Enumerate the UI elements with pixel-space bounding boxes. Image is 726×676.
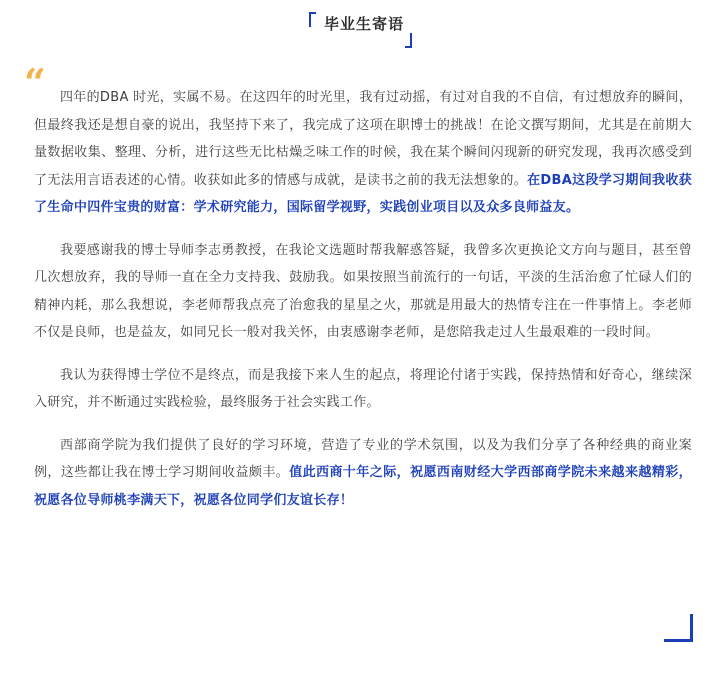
close-bracket-icon [405, 33, 412, 48]
paragraph-1-highlight: 在DBA这段学习期间我收获了生命中四件宝贵的财富：学术研究能力，国际留学视野，实践创业项目以及众多良师益友。 [34, 172, 692, 215]
paragraph-2-text: 我要感谢我的博士导师李志勇教授，在我论文选题时帮我解惑答疑，我曾多次更换论文方向与题目，甚至曾几次想放弃，我的导师一直在全力支持我、鼓励我。如果按照当前流行的一句话，平淡的生活治愈了忙碌人们的精神内耗，那么我想说，李老师帮我点亮了治愈我的星星之火，那就是用最大的热情专注在一件事情上。李老师不仅是良师，也是益友，如同兄长一般对我关怀，由衷感谢李老师，是您陪我走过人生最艰难的一段时间。 [34, 242, 692, 340]
paragraph-2 [34, 237, 692, 347]
paragraph-4-highlight: 值此西商十年之际，祝愿西南财经大学西部商学院未来越来越精彩，祝愿各位导师桃李满天下，祝愿各位同学们友谊长存！ [34, 465, 692, 508]
section-header [0, 0, 726, 60]
opening-quote-icon: “ [24, 60, 46, 105]
paragraph-3 [34, 362, 692, 417]
paragraph-1 [34, 84, 692, 222]
open-bracket-icon [309, 12, 316, 27]
paragraph-4 [34, 432, 692, 515]
paragraph-1-text: 四年的DBA 时光，实属不易。在这四年的时光里，我有过动摇，有过对自我的不自信，有过想放弃的瞬间，但最终我还是想自豪的说出，我坚持下来了，我完成了这项在职博士的挑战！在论文撰写期间，尤其是在前期大量数据收集、整理、分析，进行这些无比枯燥乏味工作的时候，我在某个瞬间闪现新的研究发现，我再次感受到了无法用言语表述的心情。收获如此多的情感与成就，是读书之前的我无法想象的。 [34, 90, 692, 188]
corner-bracket-icon [664, 614, 693, 642]
page-title: 毕业生寄语 [323, 15, 404, 33]
paragraph-3-text: 我认为获得博士学位不是终点，而是我接下来人生的起点，将理论付诸于实践，保持热情和好奇心，继续深入研究，并不断通过实践检验，最终服务于社会实践工作。 [34, 367, 692, 410]
paragraph-4-text: 西部商学院为我们提供了良好的学习环境，营造了专业的学术氛围，以及为我们分享了各种经典的商业案例，这些都让我在博士学习期间收益颇丰。 [34, 437, 692, 480]
message-body [34, 84, 692, 529]
